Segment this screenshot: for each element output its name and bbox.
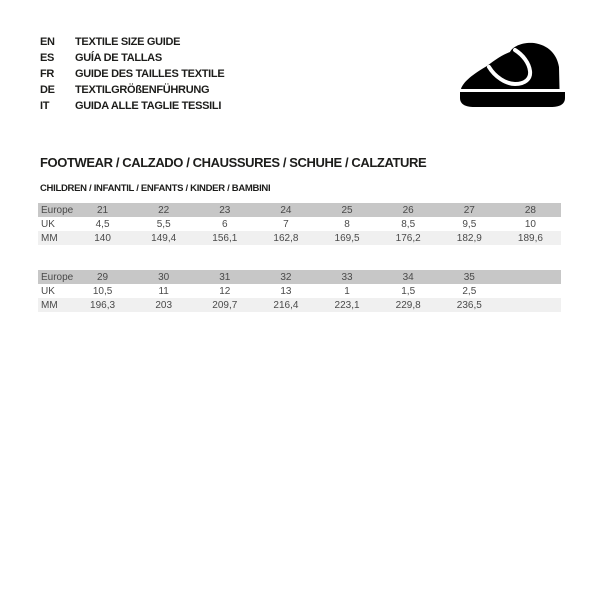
size-cell: 169,5 bbox=[334, 232, 360, 244]
size-cell: 4,5 bbox=[95, 218, 110, 230]
size-cell: 34 bbox=[402, 271, 414, 283]
size-cell: 203 bbox=[155, 299, 173, 311]
row-label: Europe bbox=[41, 204, 74, 216]
language-title: TEXTILGRÖßENFÜHRUNG bbox=[75, 84, 210, 96]
language-title: GUÍA DE TALLAS bbox=[75, 52, 162, 64]
size-cell: 236,5 bbox=[456, 299, 482, 311]
size-cell: 229,8 bbox=[395, 299, 421, 311]
size-cell: 176,2 bbox=[395, 232, 421, 244]
row-label: MM bbox=[41, 232, 58, 244]
language-code: IT bbox=[40, 100, 50, 112]
language-row-en bbox=[40, 34, 224, 50]
language-row-it bbox=[40, 98, 224, 114]
table-row-uk bbox=[38, 284, 561, 298]
size-cell: 33 bbox=[341, 271, 353, 283]
language-code: DE bbox=[40, 84, 55, 96]
size-cell: 5,5 bbox=[156, 218, 171, 230]
table-row-uk bbox=[38, 217, 561, 231]
language-title-block bbox=[40, 34, 224, 114]
section-title-footwear: FOOTWEAR / CALZADO / CHAUSSURES / SCHUHE / CALZATURE bbox=[40, 155, 427, 170]
size-cell: 189,6 bbox=[517, 232, 543, 244]
row-label: MM bbox=[41, 299, 58, 311]
language-row-de bbox=[40, 82, 224, 98]
size-cell: 223,1 bbox=[334, 299, 360, 311]
size-cell: 182,9 bbox=[456, 232, 482, 244]
size-cell: 23 bbox=[219, 204, 231, 216]
language-title: GUIDE DES TAILLES TEXTILE bbox=[75, 68, 225, 80]
size-cell: 2,5 bbox=[462, 285, 477, 297]
size-table-eu-21-28 bbox=[38, 203, 561, 245]
size-cell: 196,3 bbox=[90, 299, 116, 311]
language-title: TEXTILE SIZE GUIDE bbox=[75, 36, 181, 48]
size-cell: 1 bbox=[344, 285, 350, 297]
size-cell: 11 bbox=[158, 285, 169, 297]
size-cell: 7 bbox=[283, 218, 289, 230]
size-cell: 8,5 bbox=[401, 218, 416, 230]
size-cell: 22 bbox=[158, 204, 170, 216]
size-cell: 162,8 bbox=[273, 232, 299, 244]
size-cell: 10,5 bbox=[92, 285, 113, 297]
size-cell: 28 bbox=[524, 204, 536, 216]
language-title: GUIDA ALLE TAGLIE TESSILI bbox=[75, 100, 222, 112]
size-cell: 30 bbox=[158, 271, 170, 283]
language-row-es bbox=[40, 50, 224, 66]
size-cell: 26 bbox=[402, 204, 414, 216]
section-subtitle-children: CHILDREN / INFANTIL / ENFANTS / KINDER / BAMBINI bbox=[40, 183, 271, 194]
language-code: EN bbox=[40, 36, 55, 48]
table-row-mm bbox=[38, 231, 561, 245]
size-cell: 35 bbox=[463, 271, 475, 283]
size-cell: 21 bbox=[97, 204, 109, 216]
childrens-shoe-icon-svg bbox=[454, 37, 566, 107]
size-cell: 8 bbox=[344, 218, 350, 230]
table-row-mm bbox=[38, 298, 561, 312]
row-label: UK bbox=[41, 285, 55, 297]
size-cell: 1,5 bbox=[401, 285, 416, 297]
size-cell: 24 bbox=[280, 204, 292, 216]
size-cell: 9,5 bbox=[462, 218, 477, 230]
size-cell: 13 bbox=[280, 285, 292, 297]
size-cell: 10 bbox=[524, 218, 536, 230]
size-cell: 32 bbox=[280, 271, 292, 283]
size-table-eu-29-35 bbox=[38, 270, 561, 312]
size-cell: 209,7 bbox=[212, 299, 238, 311]
size-cell: 149,4 bbox=[151, 232, 177, 244]
row-label: UK bbox=[41, 218, 55, 230]
size-cell: 25 bbox=[341, 204, 353, 216]
childrens-shoe-icon bbox=[454, 37, 566, 107]
row-label: Europe bbox=[41, 271, 74, 283]
size-cell: 27 bbox=[463, 204, 475, 216]
size-cell: 31 bbox=[219, 271, 231, 283]
language-code: FR bbox=[40, 68, 55, 80]
table-row-europe bbox=[38, 203, 561, 217]
size-cell: 156,1 bbox=[212, 232, 238, 244]
size-cell: 12 bbox=[219, 285, 231, 297]
size-cell: 140 bbox=[94, 232, 111, 244]
language-row-fr bbox=[40, 66, 224, 82]
language-code: ES bbox=[40, 52, 55, 64]
size-cell: 29 bbox=[97, 271, 109, 283]
size-cell: 6 bbox=[222, 218, 228, 230]
size-cell: 216,4 bbox=[273, 299, 299, 311]
table-row-europe bbox=[38, 270, 561, 284]
